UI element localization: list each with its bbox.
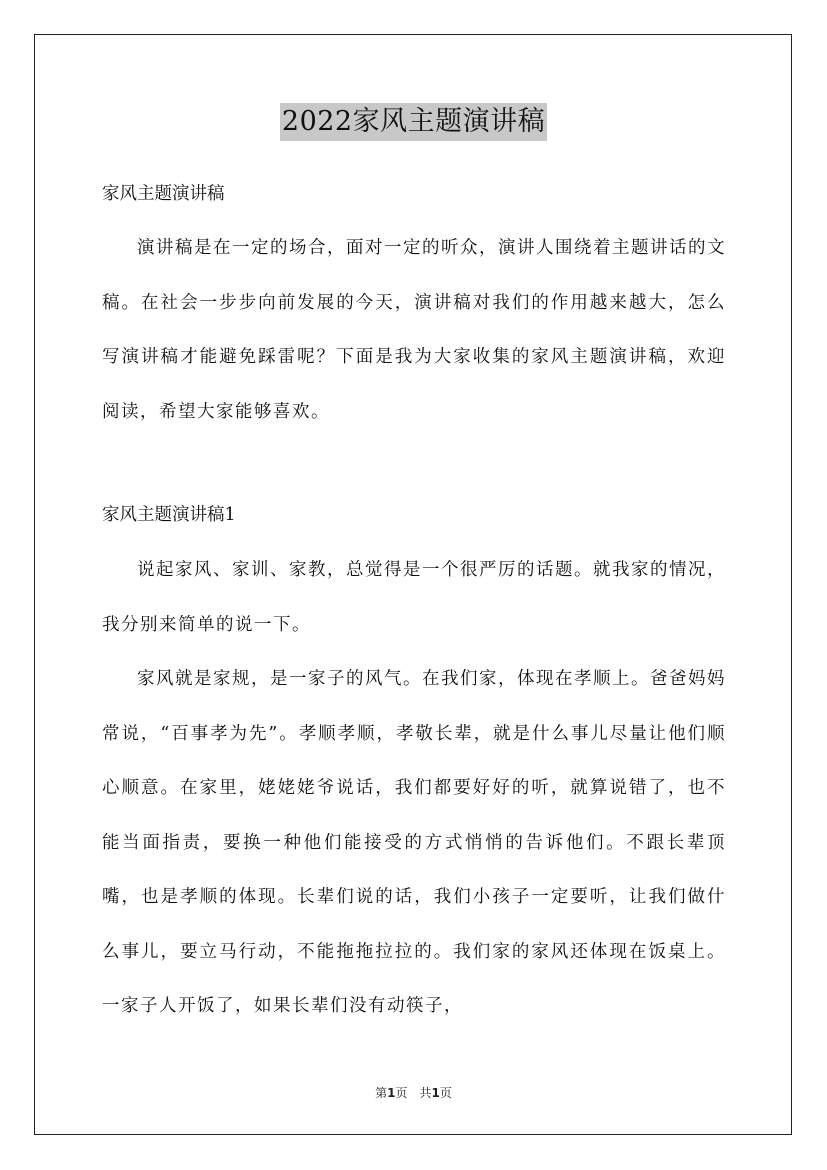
page-number-prefix: 第 [375, 1086, 388, 1100]
section-1-paragraph-1: 说起家风、家训、家教，总觉得是一个很严厉的话题。就我家的情况，我分别来简单的说一下。 [102, 560, 726, 635]
total-pages-suffix: 页 [439, 1086, 452, 1100]
section-1-heading: 家风主题演讲稿1 [102, 505, 236, 525]
title-container [0, 103, 827, 141]
section-1-paragraph-2: 家风就是家规，是一家子的风气。在我们家，体现在孝顺上。爸爸妈妈常说，“百事孝为先”。孝顺孝顺，孝敬长辈，就是什么事儿尽量让他们顺心顺意。在家里，姥姥姥爷说话，我们都要好好的听，就算说错了，也不能当面指责，要换一种他们能接受的方式悄悄的告诉他们。不跟长辈顶嘴，也是孝顺的体现。长辈们说的话，我们小孩子一定要听，让我们做什么事儿，要立马行动，不能拖拖拉拉的。我们家的家风还体现在饭桌上。一家子人开饭了，如果长辈们没有动筷子， [102, 669, 726, 1016]
intro-heading: 家风主题演讲稿 [102, 184, 225, 204]
total-pages-prefix: 共 [419, 1086, 432, 1100]
intro-paragraph: 演讲稿是在一定的场合，面对一定的听众，演讲人围绕着主题讲话的文稿。在社会一步步向前发展的今天，演讲稿对我们的作用越来越大，怎么写演讲稿才能避免踩雷呢？下面是我为大家收集的家风主题演讲稿，欢迎阅读，希望大家能够喜欢。 [102, 238, 726, 422]
total-page-count: 1 [431, 1086, 440, 1100]
section-spacer [102, 439, 726, 497]
current-page-number: 1 [387, 1086, 396, 1100]
document-body [102, 176, 726, 1034]
document-title: 2022家风主题演讲稿 [280, 103, 547, 141]
page-number-suffix: 页 [395, 1086, 408, 1100]
page-footer [0, 1084, 827, 1101]
